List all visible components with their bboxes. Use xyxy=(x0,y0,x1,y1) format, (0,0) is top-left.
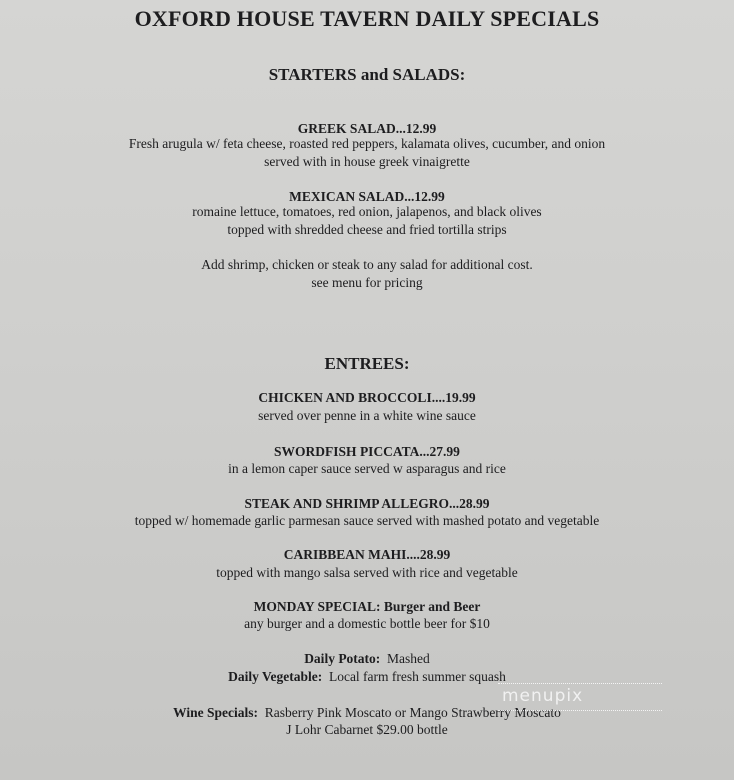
steak-shrimp-allegro-name: STEAK AND SHRIMP ALLEGRO...28.99 xyxy=(244,496,490,511)
swordfish-piccata-desc: in a lemon caper sauce served w asparagus and rice xyxy=(228,461,506,476)
greek-salad-desc-2: served with in house greek vinaigrette xyxy=(264,154,470,169)
greek-salad-desc-1: Fresh arugula w/ feta cheese, roasted red peppers, kalamata olives, cucumber, and onion xyxy=(128,136,606,151)
chicken-broccoli-name: CHICKEN AND BROCCOLI....19.99 xyxy=(258,390,476,405)
mexican-salad-name: MEXICAN SALAD...12.99 xyxy=(289,189,445,204)
wine-specials-label: Wine Specials: xyxy=(173,705,258,720)
monday-special-desc: any burger and a domestic bottle beer for $10 xyxy=(244,616,490,631)
daily-vegetable-value: Local farm fresh summer squash xyxy=(328,669,506,684)
daily-vegetable xyxy=(0,670,734,684)
daily-potato-value: Mashed xyxy=(387,651,430,666)
menupix-watermark: menupix xyxy=(498,683,662,711)
entrees-heading: ENTREES: xyxy=(324,354,410,373)
mexican-salad-desc-2: topped with shredded cheese and fried tortilla strips xyxy=(227,222,507,237)
mexican-salad-desc-1: romaine lettuce, tomatoes, red onion, jalapenos, and black olives xyxy=(192,204,542,219)
caribbean-mahi-name: CARIBBEAN MAHI....28.99 xyxy=(283,547,451,562)
starters-heading: STARTERS and SALADS: xyxy=(268,65,466,84)
steak-shrimp-allegro-desc: topped w/ homemade garlic parmesan sauce served with mashed potato and vegetable xyxy=(134,513,600,528)
chicken-broccoli-desc: served over penne in a white wine sauce xyxy=(258,408,476,423)
caribbean-mahi-desc: topped with mango salsa served with rice and vegetable xyxy=(216,565,518,580)
monday-special-name: MONDAY SPECIAL: Burger and Beer xyxy=(253,599,481,614)
wine-specials-value-1: Rasberry Pink Moscato or Mango Strawberry Moscato xyxy=(264,705,561,720)
wine-specials-value-2: J Lohr Cabarnet $29.00 bottle xyxy=(286,722,448,737)
salad-addon-note: Add shrimp, chicken or steak to any salad for additional cost. xyxy=(201,257,533,272)
menu-title: OXFORD HOUSE TAVERN DAILY SPECIALS xyxy=(134,6,600,31)
daily-potato xyxy=(0,652,734,666)
daily-vegetable-label: Daily Vegetable: xyxy=(228,669,323,684)
greek-salad-name: GREEK SALAD...12.99 xyxy=(297,121,437,136)
swordfish-piccata-name: SWORDFISH PICCATA...27.99 xyxy=(274,444,460,459)
daily-potato-label: Daily Potato: xyxy=(304,651,381,666)
salad-pricing-note: see menu for pricing xyxy=(311,275,423,290)
